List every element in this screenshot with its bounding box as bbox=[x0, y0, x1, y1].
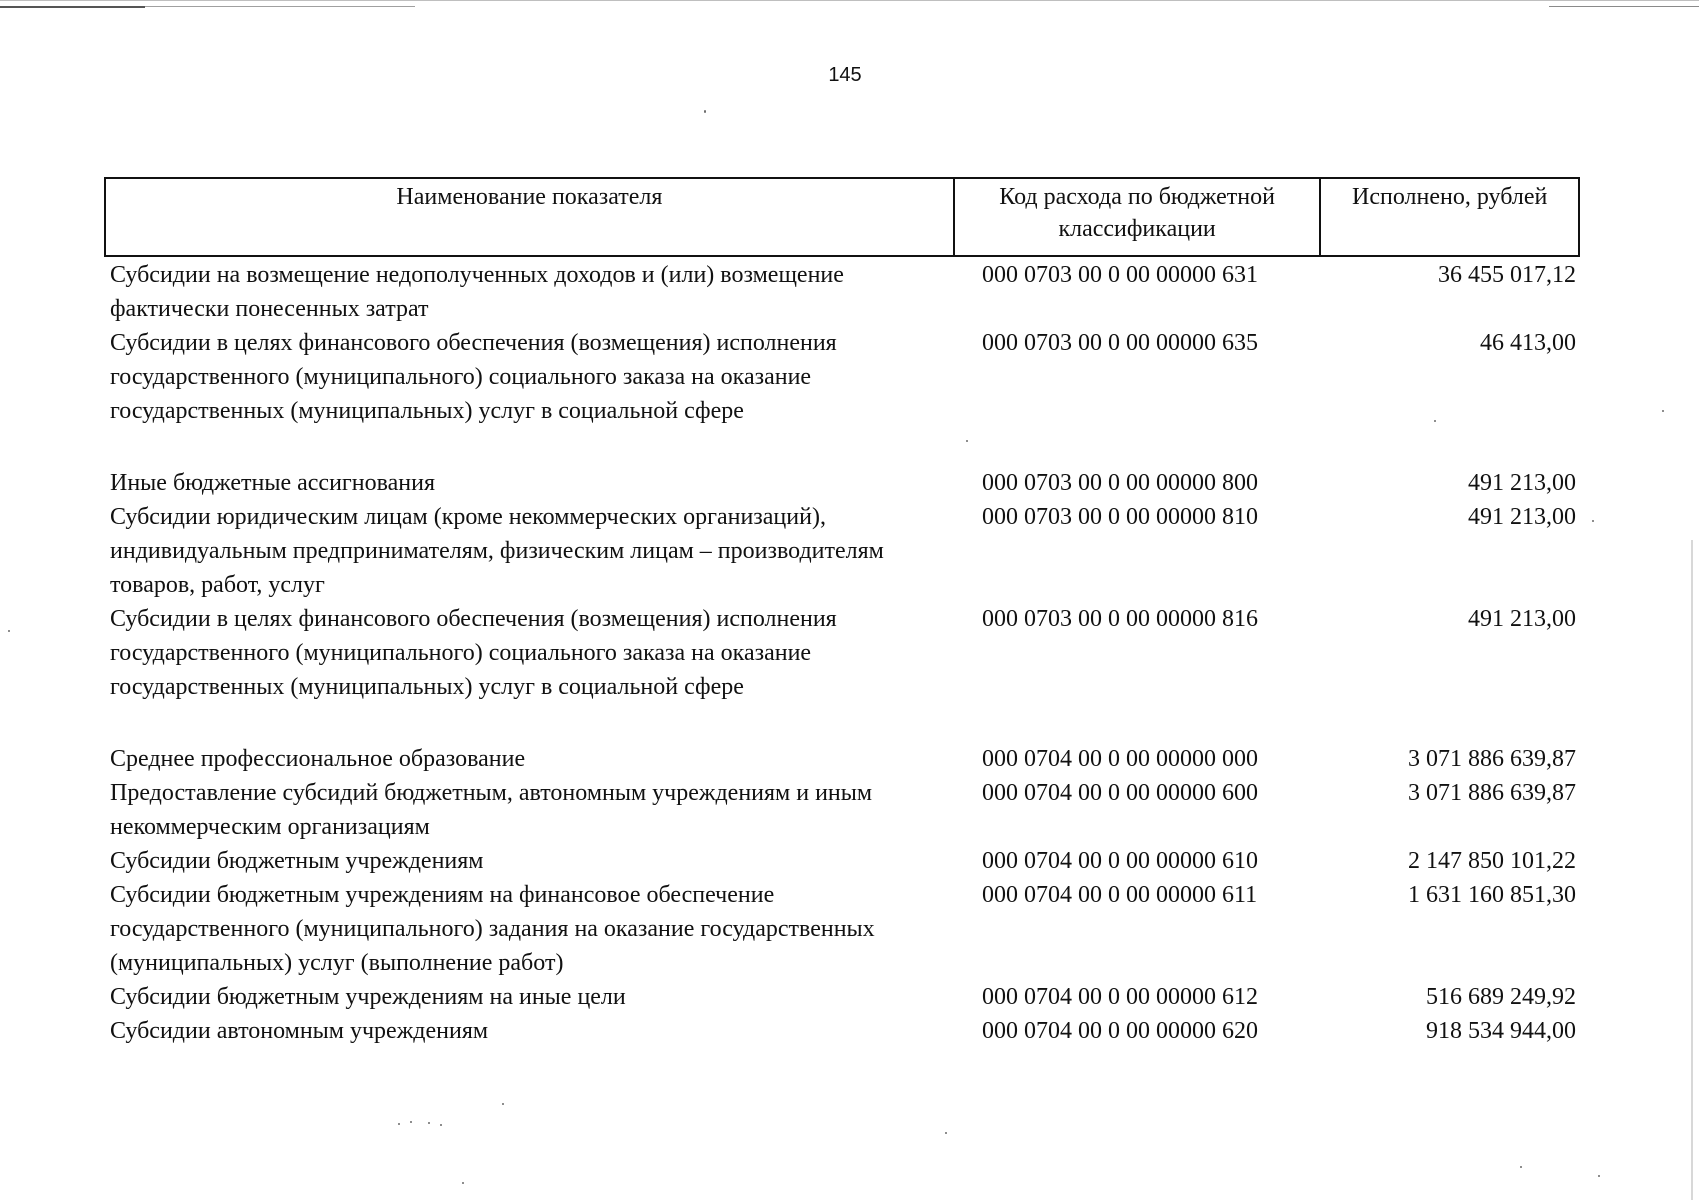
row-code: 000 0704 00 0 00 00000 600 bbox=[982, 780, 1258, 806]
row-name: Субсидии в целях финансового обеспечения (возмещения) исполнения государственного (муниципального) социального заказа на оказание государственных (муниципальных) услуг в социальной сфере bbox=[110, 330, 837, 424]
row-amount: 46 413,00 bbox=[1480, 330, 1576, 356]
scan-speck bbox=[704, 110, 706, 113]
table-row bbox=[104, 844, 1580, 878]
row-code: 000 0703 00 0 00 00000 635 bbox=[982, 330, 1258, 356]
row-code: 000 0703 00 0 00 00000 816 bbox=[982, 606, 1258, 632]
row-amount: 3 071 886 639,87 bbox=[1408, 780, 1576, 806]
scan-speck bbox=[440, 1124, 442, 1126]
scan-border-right-mark bbox=[1549, 6, 1699, 7]
scan-speck bbox=[945, 1132, 947, 1134]
scan-speck bbox=[398, 1123, 400, 1125]
row-name: Среднее профессиональное образование bbox=[110, 746, 526, 772]
row-code: 000 0703 00 0 00 00000 800 bbox=[982, 470, 1258, 496]
scan-speck bbox=[462, 1182, 464, 1184]
scan-speck bbox=[1592, 520, 1594, 522]
table-row bbox=[104, 466, 1580, 500]
table-row bbox=[104, 602, 1580, 704]
row-code: 000 0704 00 0 00 00000 612 bbox=[982, 984, 1258, 1010]
row-name: Субсидии бюджетным учреждениям bbox=[110, 848, 484, 874]
row-amount: 491 213,00 bbox=[1468, 504, 1576, 530]
page-number: 145 bbox=[828, 64, 862, 86]
scan-page-edge bbox=[1691, 540, 1693, 1200]
table-header bbox=[104, 177, 1580, 257]
header-budget-code: Код расхода по бюджетной классификации bbox=[953, 179, 1320, 255]
row-name: Субсидии на возмещение недополученных доходов и (или) возмещение фактически понесенных затрат bbox=[110, 262, 844, 322]
scan-speck bbox=[410, 1121, 412, 1123]
scan-speck bbox=[502, 1103, 504, 1105]
row-code: 000 0704 00 0 00 00000 620 bbox=[982, 1018, 1258, 1044]
row-amount: 491 213,00 bbox=[1468, 470, 1576, 496]
row-amount: 2 147 850 101,22 bbox=[1408, 848, 1576, 874]
table-row bbox=[104, 980, 1580, 1014]
row-amount: 918 534 944,00 bbox=[1426, 1018, 1576, 1044]
row-code: 000 0704 00 0 00 00000 610 bbox=[982, 848, 1258, 874]
row-amount: 36 455 017,12 bbox=[1438, 262, 1576, 288]
row-name: Субсидии автономным учреждениям bbox=[110, 1018, 489, 1044]
table-row bbox=[104, 742, 1580, 776]
scan-border-top bbox=[0, 0, 1699, 1]
table-row bbox=[104, 500, 1580, 602]
scan-speck bbox=[966, 440, 968, 442]
table-row bbox=[104, 258, 1580, 326]
row-name: Субсидии в целях финансового обеспечения (возмещения) исполнения государственного (муниципального) социального заказа на оказание государственных (муниципальных) услуг в социальной сфере bbox=[110, 606, 837, 700]
scan-speck bbox=[1598, 1175, 1600, 1177]
row-amount: 491 213,00 bbox=[1468, 606, 1576, 632]
row-amount: 516 689 249,92 bbox=[1426, 984, 1576, 1010]
scan-speck bbox=[1520, 1166, 1522, 1168]
scan-speck bbox=[428, 1122, 430, 1124]
table-row bbox=[104, 776, 1580, 844]
row-amount: 1 631 160 851,30 bbox=[1408, 882, 1576, 908]
row-code: 000 0703 00 0 00 00000 810 bbox=[982, 504, 1258, 530]
scan-speck bbox=[1662, 410, 1664, 412]
row-amount: 3 071 886 639,87 bbox=[1408, 746, 1576, 772]
scan-speck bbox=[1434, 420, 1436, 422]
table-body bbox=[104, 258, 1580, 1048]
scan-speck bbox=[8, 630, 10, 632]
row-code: 000 0703 00 0 00 00000 631 bbox=[982, 262, 1258, 288]
row-name: Субсидии бюджетным учреждениям на иные цели bbox=[110, 984, 626, 1010]
table-row bbox=[104, 326, 1580, 428]
header-executed-amount: Исполнено, рублей bbox=[1319, 179, 1578, 255]
header-indicator-name: Наименование показателя bbox=[396, 184, 663, 210]
row-name: Иные бюджетные ассигнования bbox=[110, 470, 435, 496]
row-name: Субсидии юридическим лицам (кроме некоммерческих организаций), индивидуальным предпринимателям, физическим лицам – производителям товаров, работ, услуг bbox=[110, 504, 884, 598]
scan-border-left-mark bbox=[0, 6, 145, 8]
row-code: 000 0704 00 0 00 00000 000 bbox=[982, 746, 1258, 772]
row-code: 000 0704 00 0 00 00000 611 bbox=[982, 882, 1258, 908]
table-row bbox=[104, 1014, 1580, 1048]
budget-execution-table bbox=[104, 177, 1580, 1048]
scan-border-left-mark-faint bbox=[145, 6, 415, 7]
row-name: Субсидии бюджетным учреждениям на финансовое обеспечение государственного (муниципального) задания на оказание государственных (муниципальных) услуг (выполнение работ) bbox=[110, 882, 875, 976]
table-row bbox=[104, 878, 1580, 980]
row-name: Предоставление субсидий бюджетным, автономным учреждениям и иным некоммерческим организациям bbox=[110, 780, 873, 840]
